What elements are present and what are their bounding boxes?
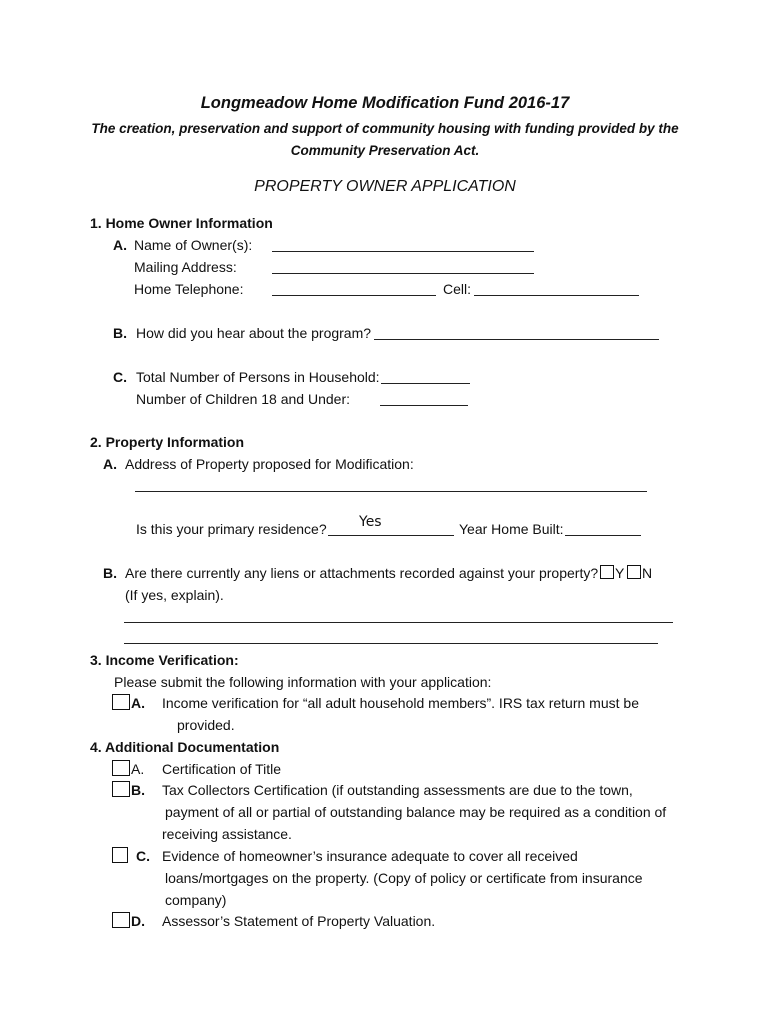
certification-of-title-text: Certification of Title [162,761,282,777]
tax-collectors-text-1: Tax Collectors Certification (if outstanding assessments are due to the town, [162,782,633,798]
tax-collectors-text-3: receiving assistance. [162,826,292,842]
liens-yes-checkbox[interactable] [600,565,614,579]
year-built-field[interactable] [565,535,641,536]
section-2b-marker: B. [103,565,117,581]
liens-yes-label: Y [615,565,625,581]
section-4-heading: 4. Additional Documentation [90,739,280,755]
cell-label: Cell: [443,281,472,297]
liens-no-checkbox[interactable] [627,565,641,579]
home-telephone-field[interactable] [272,295,436,296]
tax-collectors-text-2: payment of all or partial of outstanding balance may be required as a condition of [165,804,667,820]
section-1-heading: 1. Home Owner Information [90,215,273,231]
explain-label: (If yes, explain). [125,587,224,603]
children-label: Number of Children 18 and Under: [136,391,351,407]
assessor-statement-text: Assessor’s Statement of Property Valuation. [162,913,436,929]
mailing-address-label: Mailing Address: [134,259,237,275]
income-instruction: Please submit the following information with your application: [114,674,492,690]
owner-name-label: Name of Owner(s): [134,237,253,253]
section-4c-marker: C. [136,848,150,864]
section-4b-marker: B. [131,782,145,798]
section-3a-marker: A. [131,695,145,711]
subtitle-line-1: The creation, preservation and support of community housing with funding provided by the [91,121,679,136]
children-field[interactable] [380,405,468,406]
section-4a-marker: A. [131,761,145,777]
section-1b-marker: B. [113,325,127,341]
income-verification-text-1: Income verification for “all adult household members”. IRS tax return must be [162,695,639,711]
explain-field-line-2[interactable] [124,643,658,644]
subtitle-line-2: Community Preservation Act. [290,143,480,158]
section-2-heading: 2. Property Information [90,434,245,450]
tax-collectors-checkbox[interactable] [112,781,130,797]
explain-field-line-1[interactable] [124,622,673,623]
insurance-text-3: company) [165,892,227,908]
form-title: Longmeadow Home Modification Fund 2016-17 [200,94,570,112]
section-4d-marker: D. [131,913,145,929]
primary-residence-field[interactable] [328,535,454,536]
insurance-text-2: loans/mortgages on the property. (Copy of policy or certificate from insurance [165,870,643,886]
hear-about-program-label: How did you hear about the program? [136,325,372,341]
home-telephone-label: Home Telephone: [134,281,244,297]
hear-about-program-field[interactable] [374,339,659,340]
insurance-checkbox[interactable] [112,847,128,863]
liens-label: Are there currently any liens or attachments recorded against your property? [125,565,599,581]
persons-in-household-field[interactable] [381,383,470,384]
section-1a-marker: A. [113,237,127,253]
owner-name-field[interactable] [272,251,534,252]
section-2a-marker: A. [103,456,117,472]
liens-no-label: N [642,565,653,581]
primary-residence-label: Is this your primary residence? [136,521,327,537]
income-verification-text-2: provided. [177,717,235,733]
insurance-text-1: Evidence of homeowner’s insurance adequate to cover all received [162,848,578,864]
year-built-label: Year Home Built: [459,521,564,537]
property-address-label: Address of Property proposed for Modification: [125,456,414,472]
property-address-field[interactable] [135,491,647,492]
section-3-heading: 3. Income Verification: [90,652,239,668]
income-verification-checkbox[interactable] [112,694,130,710]
application-title: PROPERTY OWNER APPLICATION [254,178,516,195]
cell-field[interactable] [474,295,639,296]
assessor-statement-checkbox[interactable] [112,912,130,928]
mailing-address-field[interactable] [272,273,534,274]
persons-in-household-label: Total Number of Persons in Household: [136,369,380,385]
section-1c-marker: C. [113,369,127,385]
primary-residence-value: Yes [359,514,382,530]
certification-of-title-checkbox[interactable] [112,760,130,776]
